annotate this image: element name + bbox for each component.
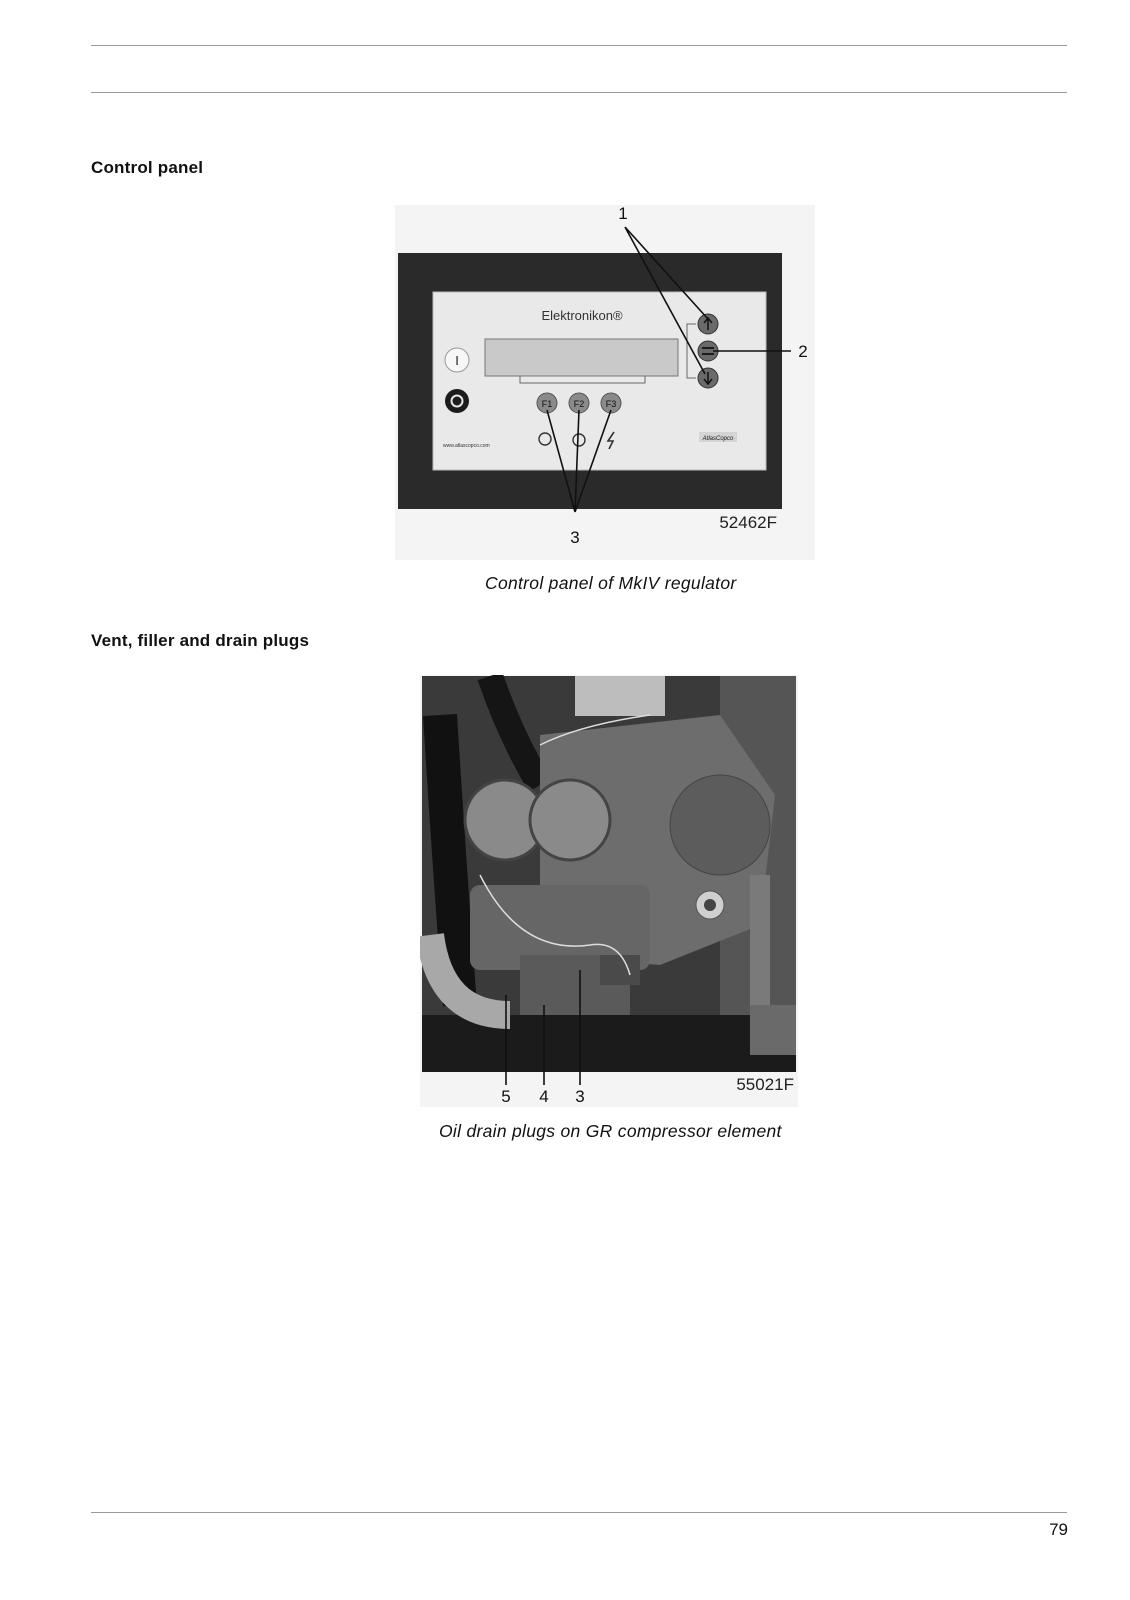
callout-4: 4 xyxy=(539,1087,549,1106)
footer-rule xyxy=(91,1512,1067,1513)
callout-3: 3 xyxy=(570,528,580,547)
website-label: www.atlascopco.com xyxy=(443,443,490,449)
control-panel-figure xyxy=(395,205,815,560)
callout-3: 3 xyxy=(575,1087,585,1106)
header-rule-bottom xyxy=(91,92,1067,93)
page-number: 79 xyxy=(1049,1520,1068,1539)
logo-text: AtlasCopco xyxy=(702,436,734,442)
header-rule-top xyxy=(91,45,1067,46)
svg-text:F3: F3 xyxy=(605,399,617,409)
compressor-photo-figure xyxy=(420,675,798,1107)
callout-2: 2 xyxy=(798,342,808,361)
callout-1: 1 xyxy=(618,205,628,223)
start-label: I xyxy=(455,353,459,368)
caption-plugs: Oil drain plugs on GR compressor element xyxy=(439,1121,782,1141)
compressor-photo xyxy=(422,676,796,1072)
section-heading-control-panel: Control panel xyxy=(91,158,204,177)
caption-control-panel: Control panel of MkIV regulator xyxy=(485,573,737,593)
section-heading-plugs: Vent, filler and drain plugs xyxy=(91,631,310,650)
display-window xyxy=(485,339,678,376)
callout-5: 5 xyxy=(501,1087,511,1106)
svg-text:F1: F1 xyxy=(541,399,553,409)
figure-id-55021F: 55021F xyxy=(736,1075,794,1094)
svg-text:F2: F2 xyxy=(573,399,585,409)
brand-label: Elektronikon® xyxy=(541,308,623,323)
stop-button[interactable] xyxy=(445,389,469,413)
figure-id-52462F: 52462F xyxy=(719,513,777,532)
